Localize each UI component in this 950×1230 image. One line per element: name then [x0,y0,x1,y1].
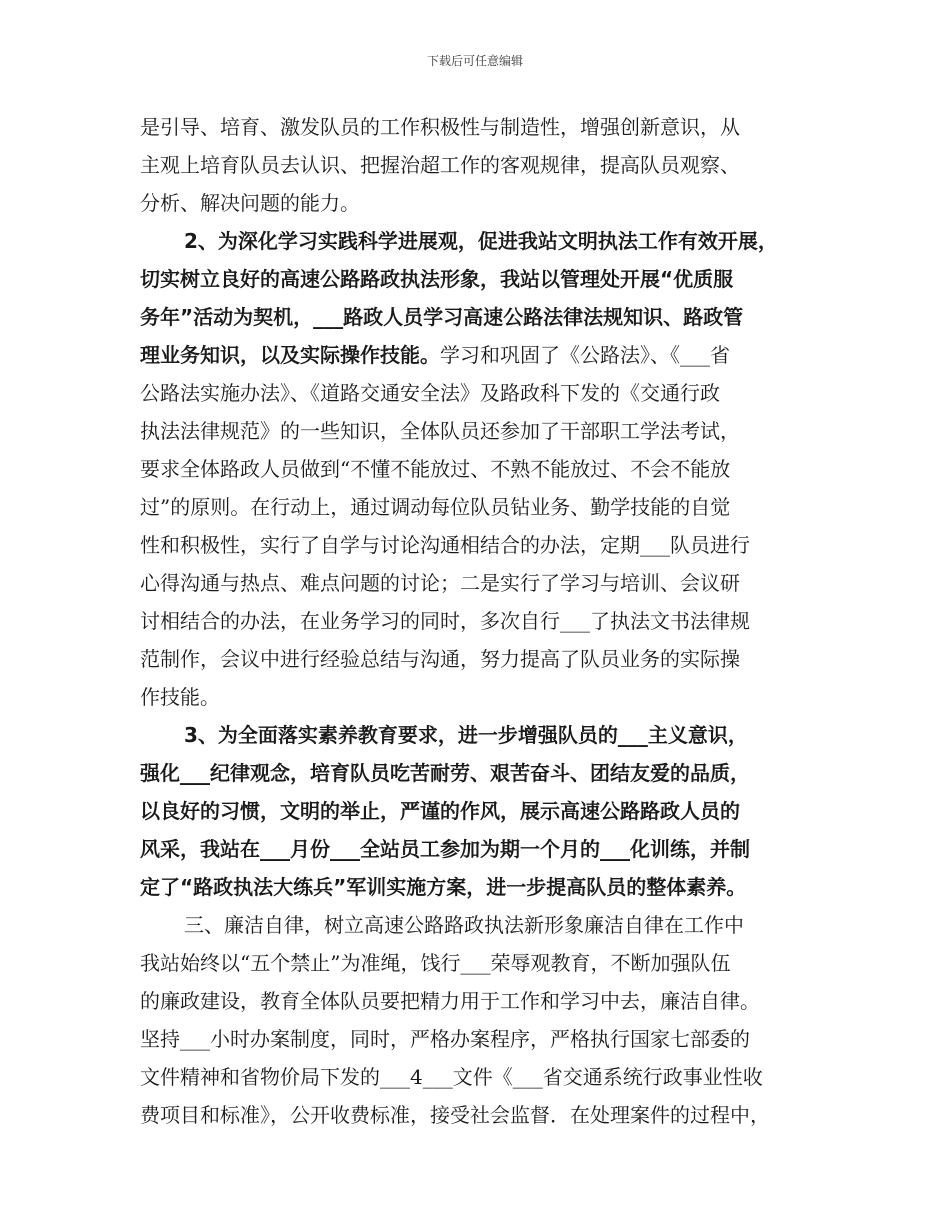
text-line: 文件精神和省物价局下发的___4___文件《___省交通系统行政事业性收 [140,1065,763,1089]
text-line: 定了“路政执法大练兵”军训实施方案，进一步提高队员的整体素养。 [140,875,747,899]
text-line: 3、为全面落实素养教育要求，进一步增强队员的___主义意识， [184,723,748,747]
text-line: 过”的原则。在行动上，通过调动每位队员钻业务、勤学技能的自觉 [140,495,731,519]
text-line: 是引导、培育、激发队员的工作积极性与制造性，增强创新意识，从 [140,115,740,139]
text-line: 以良好的习惯，文明的举止，严谨的作风，展示高速公路路政人员的 [140,799,740,823]
text-line [140,336,830,374]
text-line: 执法法律规范》的一些知识，全体队员还参加了干部职工学法考试， [140,419,740,443]
text-line: 坚持___小时办案制度，同时，严格办案程序，严格执行国家七部委的 [140,1027,750,1051]
text-line: 务年”活动为契机，___路政人员学习高速公路法律法规知识、路政管 [140,305,744,329]
normal-text-span: 学习和巩固了《公路法》、《___省 [440,343,730,367]
text-line: 费项目和标准》，公开收费标准，接受社会监督．在处理案件的过程中， [140,1103,770,1127]
text-line: 我站始终以“五个禁止”为准绳，饯行___荣辱观教育，不断加强队伍 [140,951,731,975]
page-header: 下载后可任意编辑 [426,54,523,68]
text-line: 分析、解决问题的能力。 [140,191,360,215]
text-line: 切实树立良好的高速公路路政执法形象，我站以管理处开展“优质服 [140,267,734,291]
text-line: 强化___纪律观念，培育队员吃苦耐劳、艰苦奋斗、团结友爱的品质， [140,761,750,785]
text-line: 公路法实施办法》、《道路交通安全法》及路政科下发的《交通行政 [140,381,720,405]
bold-text-span: 理业务知识，以及实际操作技能。 [140,343,440,367]
text-line: 范制作，会议中进行经验总结与沟通，努力提高了队员业务的实际操 [140,647,740,671]
text-line: 主观上培育队员去认识、把握治超工作的客观规律，提高队员观察、 [140,153,740,177]
text-line: 讨相结合的办法，在业务学习的同时，多次自行___了执法文书法律规 [140,609,750,633]
text-line: 风采，我站在___月份___全站员工参加为期一个月的___化训练，并制 [140,837,750,861]
text-line: 的廉政建设，教育全体队员要把精力用于工作和学习中去，廉洁自律。 [140,989,760,1013]
document-body [140,108,830,1134]
text-line: 要求全体路政人员做到“不懂不能放过、不熟不能放过、不会不能放 [140,457,731,481]
text-line: 心得沟通与热点、难点问题的讨论；二是实行了学习与培训、会议研 [140,571,740,595]
text-line: 三、廉洁自律，树立高速公路路政执法新形象廉洁自律在工作中 [184,913,744,937]
text-line: 作技能。 [140,685,220,709]
text-line: 2、为深化学习实践科学进展观，促进我站文明执法工作有效开展， [184,229,778,253]
text-line: 性和积极性，实行了自学与讨论沟通相结合的办法，定期___队员进行 [140,533,750,557]
